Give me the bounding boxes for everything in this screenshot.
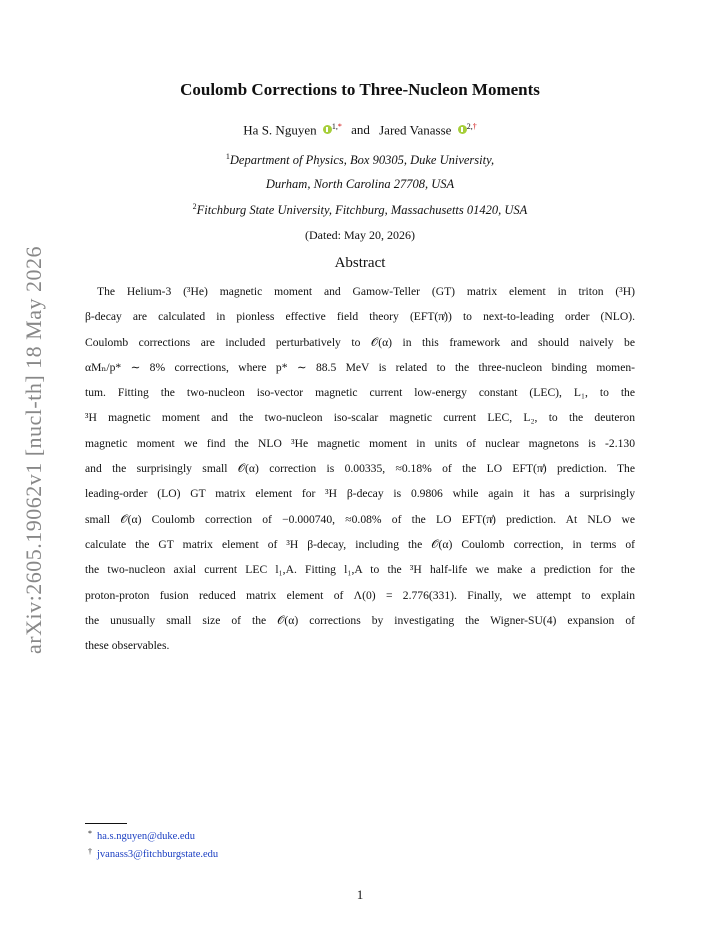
abstract-line: tum. Fitting the two-nucleon iso-vector magnetic current low-energy constant (LEC), L₁, to the	[85, 386, 635, 400]
abstract-line: proton-proton fusion reduced matrix element of Λ(0) = 2.776(331). Finally, we attempt to explain	[85, 588, 635, 602]
abstract-line: calculate the GT matrix element of ³H β-decay, including the 𝒪(α) Coulomb correction, in terms of	[85, 537, 635, 551]
abstract-line: the two-nucleon axial current LEC l₁,A. Fitting l₁,A to the ³H half-life we make a prediction for the	[85, 563, 635, 577]
abstract-line: αMₙ/p* ∼ 8% corrections, where p* ∼ 88.5 MeV is related to the three-nucleon binding momen-	[85, 360, 635, 374]
abstract-body	[85, 284, 635, 663]
paper-title: Coulomb Corrections to Three-Nucleon Moments	[180, 80, 540, 99]
affiliation-text: Department of Physics, Box 90305, Duke University,	[229, 153, 495, 168]
footnote-mark: †	[88, 847, 92, 856]
affiliation-text: Durham, North Carolina 27708, USA	[265, 177, 455, 191]
orcid-icon[interactable]	[323, 125, 332, 134]
abstract-heading: Abstract	[334, 255, 386, 271]
abstract-line: and the surprisingly small 𝒪(α) correction is 0.00335, ≈0.18% of the LO EFT(π̸) prediction. The	[85, 462, 635, 476]
author-conjunction: and	[351, 122, 370, 138]
abstract-line: small 𝒪(α) Coulomb correction of −0.000740, ≈0.08% of the LO EFT(π̸) prediction. At NLO we	[85, 512, 635, 526]
footnote-divider	[85, 823, 127, 824]
arxiv-identifier-stamp	[14, 246, 54, 654]
email-link[interactable]: jvanass3@fitchburgstate.edu	[97, 849, 219, 860]
affiliation-line	[0, 177, 720, 192]
abstract-line: Coulomb corrections are included perturbatively to 𝒪(α) in this framework and should naively be	[85, 335, 635, 349]
affiliation-number: 1	[225, 152, 230, 161]
abstract-line: these observables.	[85, 639, 170, 653]
orcid-icon[interactable]	[458, 125, 467, 134]
email-link[interactable]: ha.s.nguyen@duke.edu	[97, 831, 196, 842]
footnote-mark: *	[88, 829, 92, 838]
affiliation-line	[0, 202, 720, 218]
abstract-line: the unusually small size of the 𝒪(α) corrections by investigating the Wigner-SU(4) expansion of	[85, 613, 635, 627]
affiliation-line	[0, 152, 720, 168]
abstract-line: β-decay are calculated in pionless effective field theory (EFT(π̸)) to next-to-leading order (NLO).	[85, 310, 635, 324]
arxiv-id-text: arXiv:2605.19062v1 [nucl-th] 18 May 2026	[21, 246, 46, 654]
abstract-line: magnetic moment we find the NLO ³He magnetic moment in units of nuclear magnetons is -2.130	[85, 436, 635, 450]
affiliation-ref: 1,	[331, 122, 338, 131]
abstract-line: leading-order (LO) GT matrix element for ³H β-decay is 0.9806 while again it has a surprisingly	[85, 487, 635, 501]
affiliation-text: Fitchburg State University, Fitchburg, Massachusetts 01420, USA	[196, 203, 528, 218]
author-list	[0, 122, 720, 138]
author-name: Jared Vanasse	[379, 122, 452, 138]
page-number: 1	[356, 887, 364, 902]
date-line: (Dated: May 20, 2026)	[305, 228, 415, 242]
footnote-ref[interactable]: *	[337, 122, 342, 131]
affiliation-number: 2	[192, 202, 197, 211]
footnote-item	[88, 829, 195, 842]
abstract-line: ³H magnetic moment and the two-nucleon iso-scalar magnetic current LEC, L₂, to the deuteron	[85, 411, 635, 425]
abstract-line: The Helium-3 (³He) magnetic moment and Gamow-Teller (GT) matrix element in triton (³H)	[97, 285, 635, 298]
footnote-item	[88, 847, 218, 860]
author-name: Ha S. Nguyen	[243, 122, 317, 138]
footnote-ref[interactable]: †	[472, 122, 477, 131]
affiliation-ref: 2,	[466, 122, 473, 131]
